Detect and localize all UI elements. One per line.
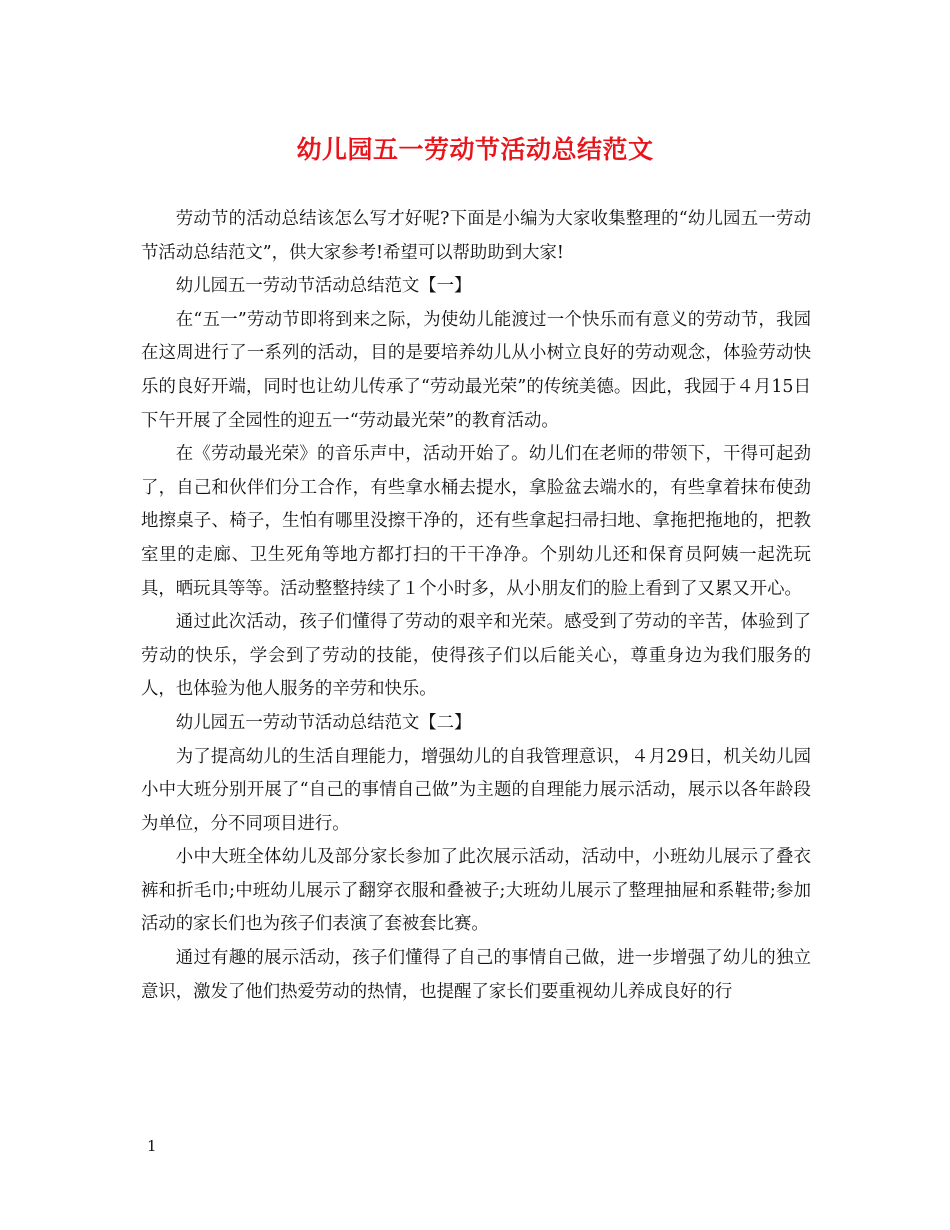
- paragraph: 通过有趣的展示活动，孩子们懂得了自己的事情自己做，进一步增强了幼儿的独立意识，激发了他们热爱劳动的热情，也提醒了家长们要重视幼儿养成良好的行: [141, 948, 811, 1002]
- paragraph: 通过此次活动，孩子们懂得了劳动的艰辛和光荣。感受到了劳动的辛苦，体验到了劳动的快乐，学会到了劳动的技能，使得孩子们以后能关心，尊重身边为我们服务的人，也体验为他人服务的辛劳和快乐。: [141, 612, 811, 700]
- paragraph: 小中大班全体幼儿及部分家长参加了此次展示活动，活动中，小班幼儿展示了叠衣裤和折毛巾;中班幼儿展示了翻穿衣服和叠被子;大班幼儿展示了整理抽屉和系鞋带;参加活动的家长们也为孩子们表演了套被套比赛。: [141, 847, 811, 935]
- paragraph: 为了提高幼儿的生活自理能力，增强幼儿的自我管理意识，４月29日，机关幼儿园小中大班分别开展了“自己的事情自己做”为主题的自理能力展示活动，展示以各年龄段为单位，分不同项目进行。: [141, 746, 811, 834]
- page-number: 1: [147, 1137, 157, 1155]
- paragraph: 在“五一”劳动节即将到来之际，为使幼儿能渡过一个快乐而有意义的劳动节，我园在这周进行了一系列的活动，目的是要培养幼儿从小树立良好的劳动观念，体验劳动快乐的良好开端，同时也让幼儿传承了“劳动最光荣”的传统美德。因此，我园于４月15日下午开展了全园性的迎五一“劳动最光荣”的教育活动。: [141, 309, 811, 431]
- section-heading-two: 幼儿园五一劳动节活动总结范文【二】: [175, 712, 472, 733]
- section-heading-one: 幼儿园五一劳动节活动总结范文【一】: [175, 276, 472, 297]
- paragraph: 在《劳动最光荣》的音乐声中，活动开始了。幼儿们在老师的带领下，干得可起劲了，自己和伙伴们分工合作，有些拿水桶去提水，拿脸盆去端水的，有些拿着抹布使劲地擦桌子、椅子，生怕有哪里没擦干净的，还有些拿起扫帚扫地、拿拖把拖地的，把教室里的走廊、卫生死角等地方都打扫的干干净净。个别幼儿还和保育员阿姨一起洗玩具，晒玩具等等。活动整整持续了１个小时多，从小朋友们的脸上看到了又累又开心。: [141, 444, 811, 599]
- page-title: 幼儿园五一劳动节活动总结范文: [296, 135, 654, 164]
- document-body: [141, 203, 811, 1009]
- paragraph-intro: 劳动节的活动总结该怎么写才好呢?下面是小编为大家收集整理的“幼儿园五一劳动节活动总结范文”，供大家参考!希望可以帮助助到大家!: [141, 209, 811, 263]
